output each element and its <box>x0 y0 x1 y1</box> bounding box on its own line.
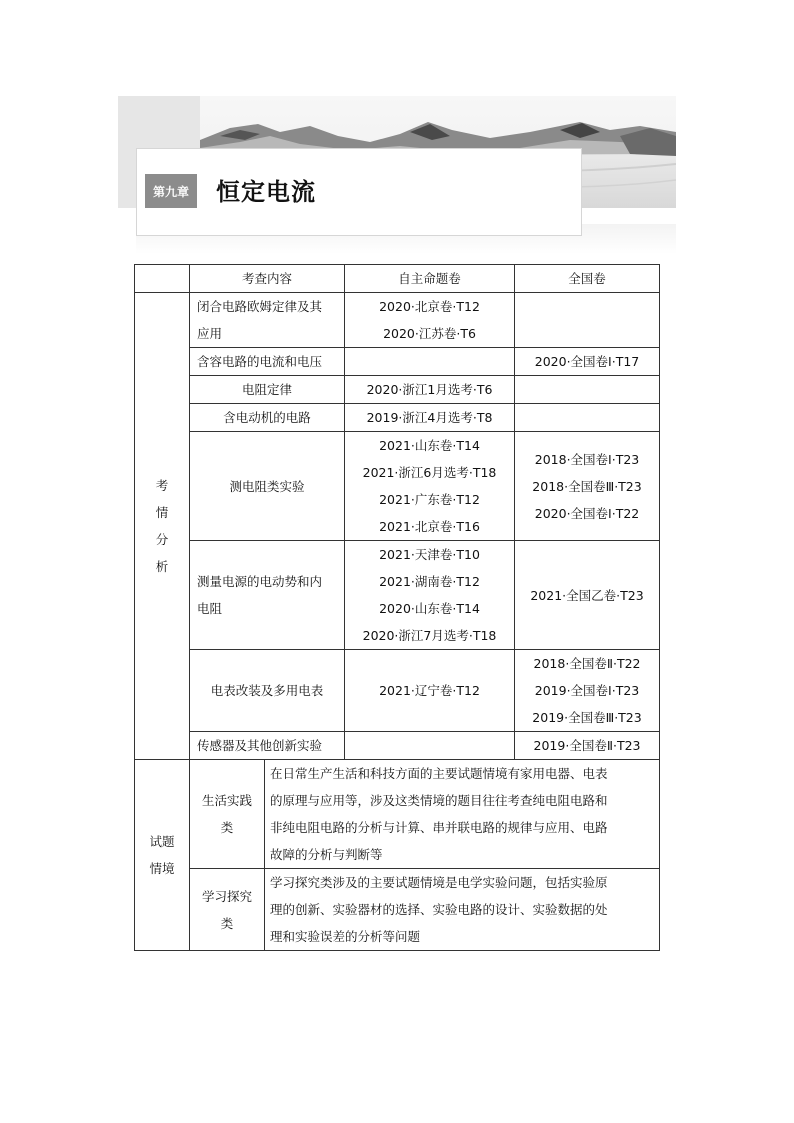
table-header-row <box>135 265 660 293</box>
chapter-banner <box>118 96 676 256</box>
local-cell <box>345 348 515 376</box>
table-row <box>135 541 660 650</box>
title-box <box>136 148 582 236</box>
national-cell <box>515 404 660 432</box>
table-row <box>135 404 660 432</box>
local-cell <box>345 732 515 760</box>
national-cell: 2020·全国卷Ⅰ·T17 <box>515 348 660 376</box>
table-row <box>135 376 660 404</box>
content-cell: 电阻定律 <box>190 376 345 404</box>
table-row <box>135 869 660 951</box>
table-row <box>135 760 660 869</box>
local-cell: 2020·北京卷·T12 2020·江苏卷·T6 <box>345 293 515 348</box>
content-cell: 传感器及其他创新实验 <box>190 732 345 760</box>
table-row <box>135 348 660 376</box>
local-cell: 2021·天津卷·T10 2021·湖南卷·T12 2020·山东卷·T14 2020·浙江7月选考·T18 <box>345 541 515 650</box>
content-cell: 电表改装及多用电表 <box>190 650 345 732</box>
local-cell: 2019·浙江4月选考·T8 <box>345 404 515 432</box>
national-cell <box>515 376 660 404</box>
content-cell: 测量电源的电动势和内 电阻 <box>190 541 345 650</box>
local-cell: 2021·辽宁卷·T12 <box>345 650 515 732</box>
content-cell: 含容电路的电流和电压 <box>190 348 345 376</box>
content-cell: 含电动机的电路 <box>190 404 345 432</box>
section-label-scenarios: 试题 情境 <box>135 760 190 951</box>
scenario-description: 学习探究类涉及的主要试题情境是电学实验问题，包括实验原 理的创新、实验器材的选择、实验电路的设计、实验数据的处 理和实验误差的分析等问题 <box>265 869 660 951</box>
scenario-description: 在日常生产生活和科技方面的主要试题情境有家用电器、电表 的原理与应用等，涉及这类情境的题目往往考查纯电阻电路和 非纯电阻电路的分析与计算、串并联电路的规律与应用、电路 故障的分析与判断等 <box>265 760 660 869</box>
table-row <box>135 650 660 732</box>
local-cell: 2021·山东卷·T14 2021·浙江6月选考·T18 2021·广东卷·T12 2021·北京卷·T16 <box>345 432 515 541</box>
header-local: 自主命题卷 <box>345 265 515 293</box>
national-cell: 2021·全国乙卷·T23 <box>515 541 660 650</box>
content-cell: 闭合电路欧姆定律及其 应用 <box>190 293 345 348</box>
exam-analysis-table <box>134 264 660 951</box>
national-cell: 2018·全国卷Ⅱ·T22 2019·全国卷Ⅰ·T23 2019·全国卷Ⅲ·T23 <box>515 650 660 732</box>
table-row <box>135 732 660 760</box>
header-cell-empty <box>135 265 190 293</box>
section-label-analysis: 考 情 分 析 <box>135 293 190 760</box>
header-national: 全国卷 <box>515 265 660 293</box>
local-cell: 2020·浙江1月选考·T6 <box>345 376 515 404</box>
scenario-type: 学习探究 类 <box>190 869 265 951</box>
national-cell: 2019·全国卷Ⅱ·T23 <box>515 732 660 760</box>
content-cell: 测电阻类实验 <box>190 432 345 541</box>
national-cell: 2018·全国卷Ⅰ·T23 2018·全国卷Ⅲ·T23 2020·全国卷Ⅰ·T22 <box>515 432 660 541</box>
chapter-title: 恒定电流 <box>216 178 316 206</box>
scenario-type: 生活实践 类 <box>190 760 265 869</box>
table-row <box>135 432 660 541</box>
chapter-tag: 第九章 <box>145 174 197 208</box>
national-cell <box>515 293 660 348</box>
header-content: 考查内容 <box>190 265 345 293</box>
table-row <box>135 293 660 348</box>
